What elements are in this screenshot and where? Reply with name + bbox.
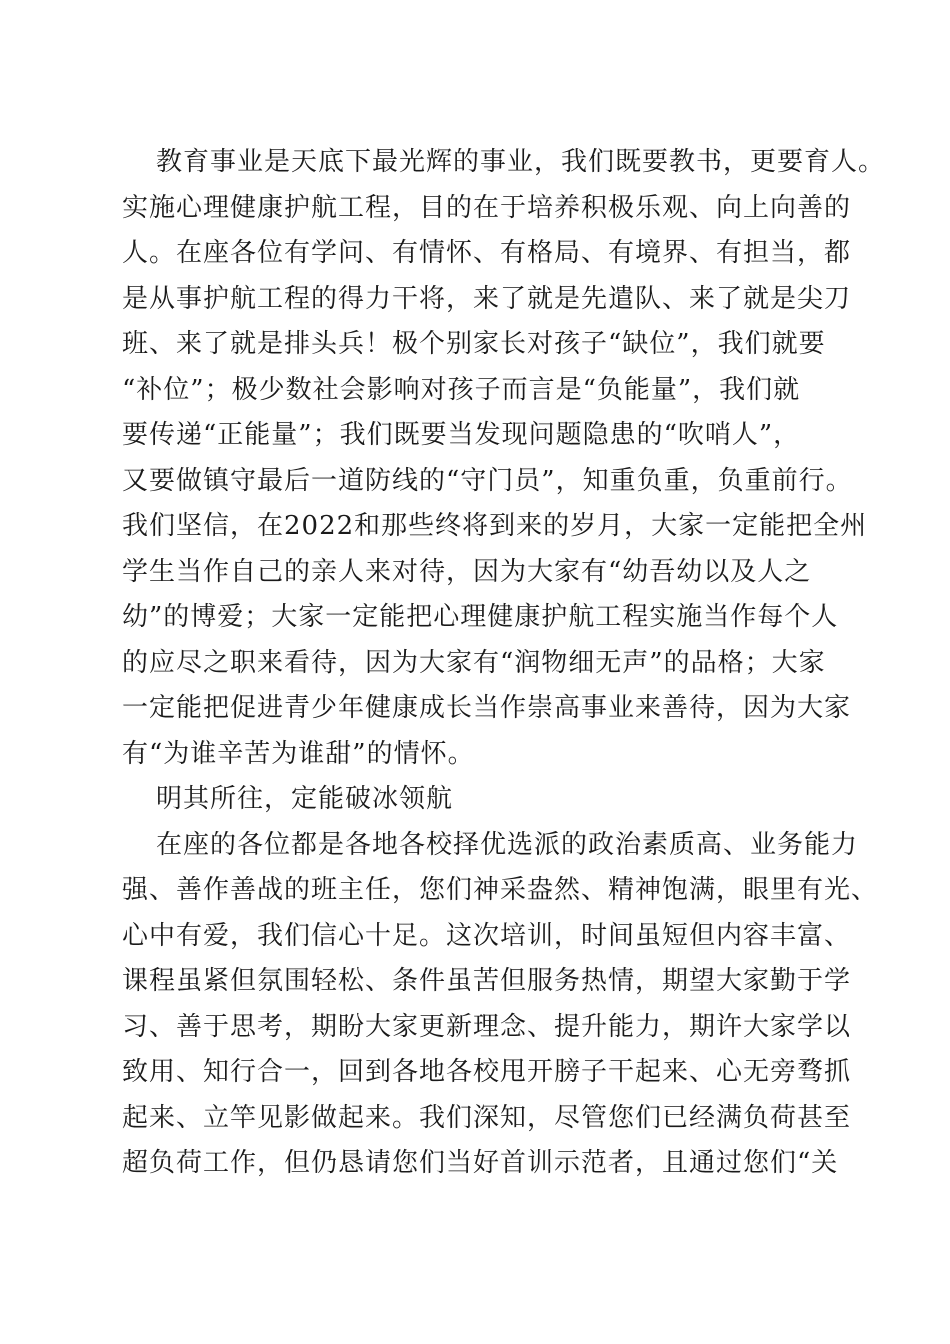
paragraph-training-expectations [122,823,879,1187]
text-line: 是从事护航工程的得力干将，来了就是先遣队、来了就是尖刀 [122,283,852,314]
document-body [122,140,886,1187]
text-line: 实施心理健康护航工程，目的在于培养积极乐观、向上向善的 [122,192,852,223]
text-line: 的应尽之职来看待，因为大家有“润物细无声”的品格；大家 [122,647,826,678]
text-line: 我们坚信，在2022和那些终将到来的岁月，大家一定能把全州 [122,511,868,541]
text-line: 超负荷工作，但仍恳请您们当好首训示范者，且通过您们“关 [122,1148,839,1178]
text-line: 心中有爱，我们信心十足。这次培训，时间虽短但内容丰富、 [122,920,852,951]
paragraph-education-mission [122,140,886,777]
text-line: 教育事业是天底下最光辉的事业，我们既要教书，更要育人。 [156,147,886,177]
text-line: 课程虽紧但氛围轻松、条件虽苦但服务热情，期望大家勤于学 [122,966,852,996]
text-line: 学生当作自己的亲人来对待，因为大家有“幼吾幼以及人之 [122,556,812,587]
text-line: 要传递“正能量”；我们既要当发现问题隐患的“吹哨人”， [122,420,801,450]
text-line: 幼”的博爱；大家一定能把心理健康护航工程实施当作每个人 [122,602,839,632]
text-line: 又要做镇守最后一道防线的“守门员”，知重负重，负重前行。 [122,465,853,496]
text-line: 起来、立竿见影做起来。我们深知，尽管您们已经满负荷甚至 [122,1102,852,1133]
text-line: 致用、知行合一，回到各地各校甩开膀子干起来、心无旁骛抓 [122,1057,852,1087]
text-line: 一定能把促进青少年健康成长当作崇高事业来善待，因为大家 [122,693,852,723]
text-line: 习、善于思考，期盼大家更新理念、提升能力，期许大家学以 [122,1011,852,1042]
text-line: 强、善作善战的班主任，您们神采盎然、精神饱满，眼里有光、 [122,875,879,905]
text-line: “补位”；极少数社会影响对孩子而言是“负能量”，我们就 [122,374,801,405]
text-line: 班、来了就是排头兵！极个别家长对孩子“缺位”，我们就要 [122,329,826,359]
section-heading: 明其所往，定能破冰领航 [156,784,454,814]
text-line: 在座的各位都是各地各校择优选派的政治素质高、业务能力 [156,829,859,860]
text-line: 人。在座各位有学问、有情怀、有格局、有境界、有担当，都 [122,238,852,268]
text-line: 有“为谁辛苦为谁甜”的情怀。 [122,738,475,769]
